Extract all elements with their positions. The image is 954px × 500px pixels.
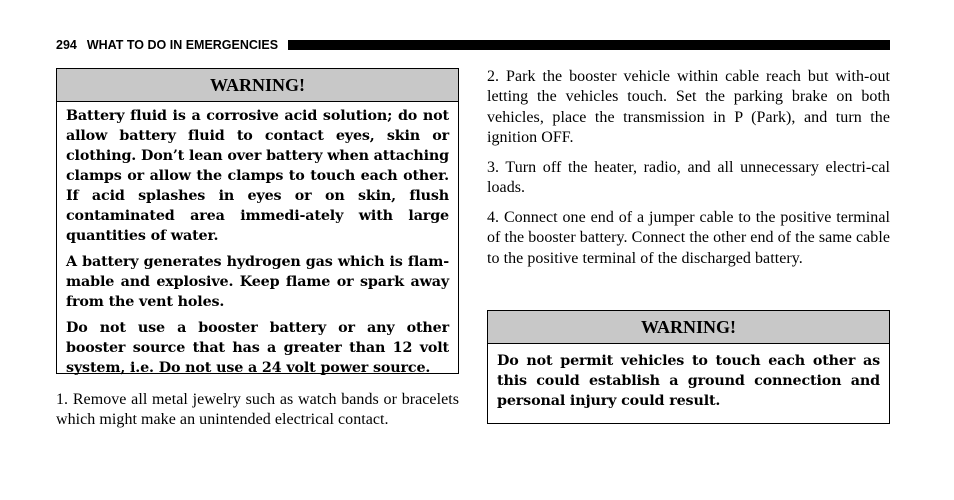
- page-header: [56, 38, 890, 52]
- header-rule: [288, 40, 890, 50]
- warning-paragraph-voltage: Do not use a booster battery or any other booster source that has a greater than 12 volt system, i.e. Do not use a 24 volt power source.: [66, 320, 449, 376]
- step-2: 2. Park the booster vehicle within cable reach but with-out letting the vehicles touch. Set the parking brake on both vehicles, place the transmission in P (Park), and turn the ignition OFF.: [487, 68, 890, 146]
- warning-paragraph-gas: A battery generates hydrogen gas which is flam-mable and explosive. Keep flame or spark away from the vent holes.: [66, 254, 449, 310]
- warning-body: [57, 102, 458, 384]
- warning-title: WARNING!: [488, 311, 889, 344]
- warning-paragraph-contact: Do not permit vehicles to touch each other as this could establish a ground connection and personal injury could result.: [497, 353, 880, 409]
- section-title: WHAT TO DO IN EMERGENCIES: [86, 38, 279, 52]
- vehicle-contact-warning-box: [487, 310, 890, 424]
- step-1: 1. Remove all metal jewelry such as watch bands or bracelets which might make an unintended electrical contact.: [56, 391, 459, 429]
- warning-paragraph-acid: Battery fluid is a corrosive acid solution; do not allow battery fluid to contact eyes, skin or clothing. Don’t lean over battery when attaching clamps or allow the clamps to touch each other. If acid splashes in eyes or on skin, flush contaminated area immedi-ately with large quantities of water.: [66, 108, 449, 244]
- step-4: 4. Connect one end of a jumper cable to the positive terminal of the booster battery. Connect the other end of the same cable to the positive terminal of the discharged battery.: [487, 209, 890, 267]
- battery-warning-box: [56, 68, 459, 374]
- warning-title: WARNING!: [57, 69, 458, 102]
- warning-body: [488, 344, 889, 417]
- page-number: 294: [56, 38, 77, 52]
- step-3: 3. Turn off the heater, radio, and all unnecessary electri-cal loads.: [487, 159, 890, 197]
